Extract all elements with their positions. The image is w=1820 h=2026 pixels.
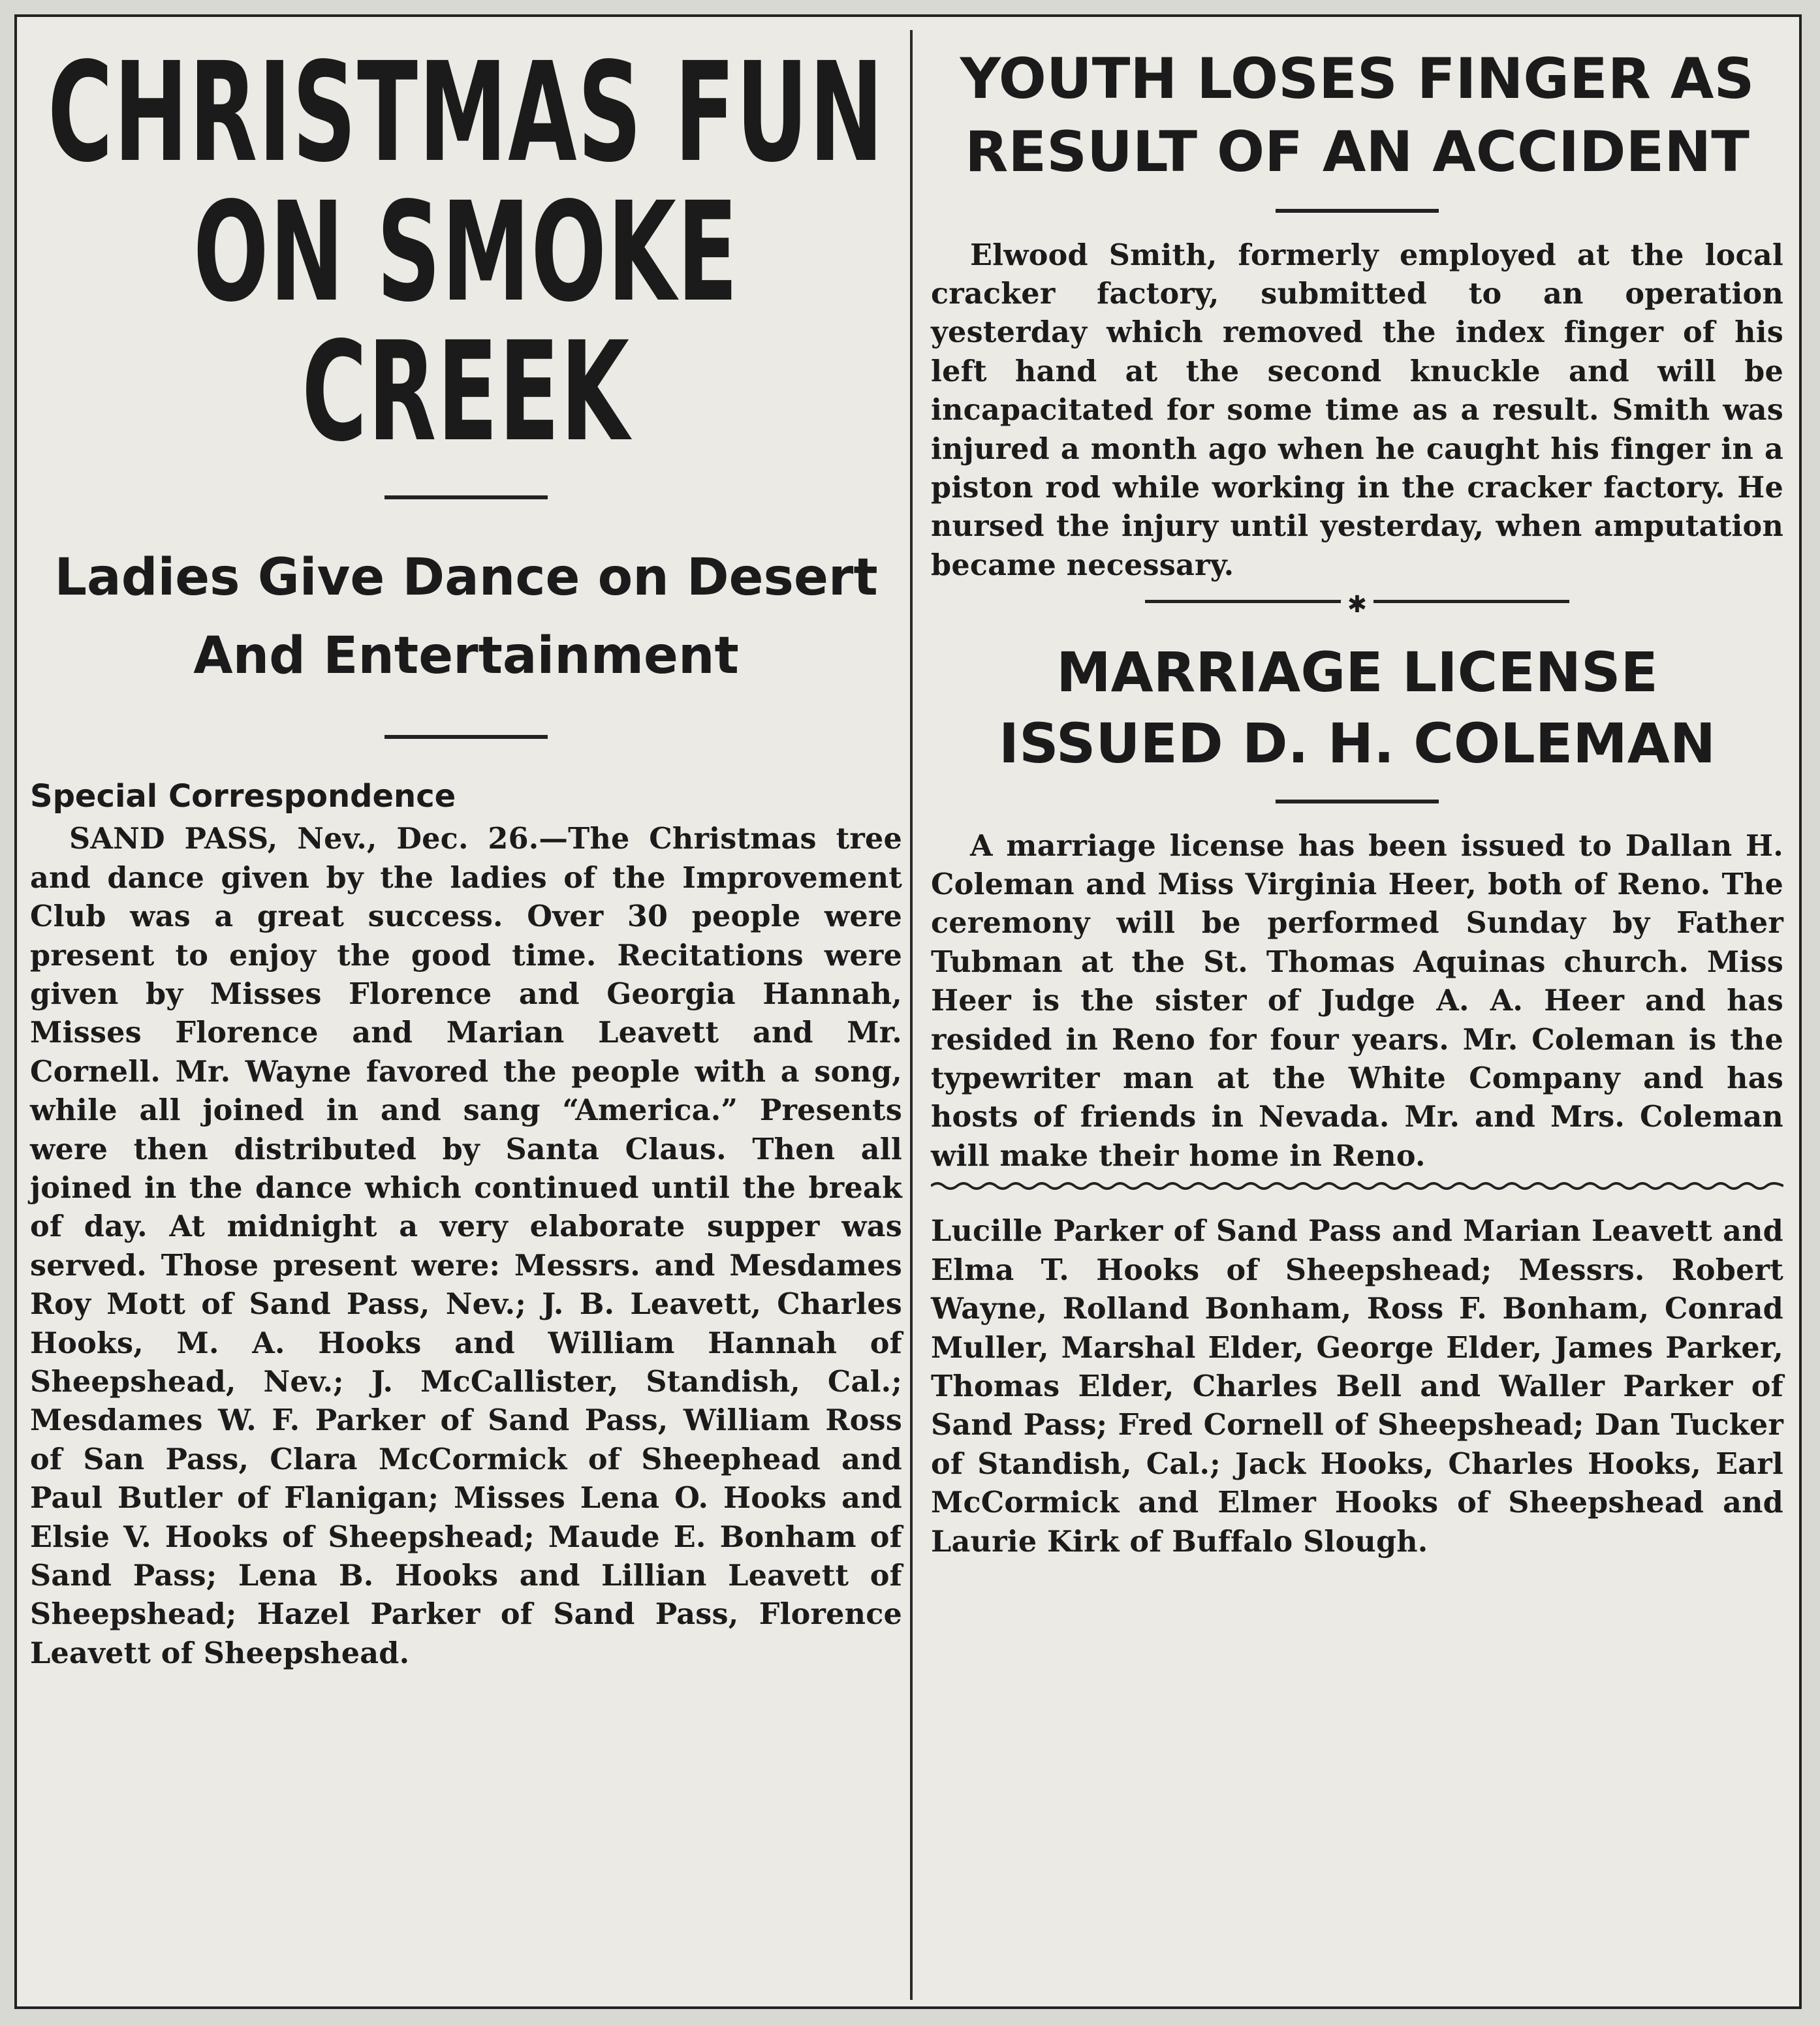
column-rule [910,30,913,2000]
headline-line-1: YOUTH LOSES FINGER AS [960,46,1755,112]
article-body: A marriage license has been issued to Dallan H. Coleman and Miss Virginia Heer, both of Reno. The ceremony will be performed Sunday by Father Tubman at the St. Thomas Aquinas church. Miss Heer is the sister of Judge A. A. Heer and has resided in Reno for four years. Mr. Coleman is the typewriter man at the White Company and has hosts of friends in Nevada. Mr. and Mrs. Coleman will make their home in Reno. [931,828,1783,1173]
divider-rule [384,735,548,739]
headline-line-2: RESULT OF AN ACCIDENT [965,119,1749,185]
subheadline [30,538,902,696]
subhead-line-1: Ladies Give Dance on Desert [54,548,878,607]
article-body: SAND PASS, Nev., Dec. 26.—The Christmas tree and dance given by the ladies of the Improvement Club was a great success. Over 30 people were present to enjoy the good time. Recitations were given by Misses Florence and Georgia Hannah, Misses Florence and Marian Leavett and Mr. Cornell. Mr. Wayne favored the people with a song, while all joined in and sang “America.” Presents were then distributed by Santa Claus. Then all joined in the dance which continued until the break of day. At midnight a very elaborate supper was served. Those present were: Messrs. and Mesdames Roy Mott of Sand Pass, Nev.; J. B. Leavett, Charles Hooks, M. A. Hooks and William Hannah of Sheepshead, Nev.; J. McCallister, Standish, Cal.; Mesdames W. F. Parker of Sand Pass, William Ross of San Pass, Clara McCormick of Sheephead and Paul Butler of Flanigan; Misses Lena O. Hooks and Elsie V. Hooks of Sheepshead; Maude E. Bonham of Sand Pass; Lena B. Hooks and Lillian Leavett of Sheepshead; Hazel Parker of Sand Pass, Florence Leavett of Sheepshead. [30,822,902,1670]
left-column [30,33,902,1987]
divider-rule [384,495,548,499]
continued-list: Lucille Parker of Sand Pass and Marian Leavett and Elma T. Hooks of Sheepshead; Messrs. Robert Wayne, Rolland Bonham, Ross F. Bonham, Conrad Muller, Marshal Elder, George Elder, James Parker, Thomas Elder, Charles Bell and Waller Parker of Sand Pass; Fred Cornell of Sheepshead; Dan Tucker of Standish, Cal.; Jack Hooks, Charles Hooks, Earl McCormick and Elmer Hooks of Sheepshead and Laurie Kirk of Buffalo Slough. [931,1214,1783,1559]
headline-line-2: ISSUED D. H. COLEMAN [998,711,1716,776]
ornament-divider [1145,591,1569,619]
headline-line-2: ON SMOKE CREEK [193,172,739,473]
right-column [931,43,1783,1987]
byline: Special Correspondence [30,778,456,815]
newspaper-clipping [14,14,1802,2009]
subhead-line-2: And Entertainment [193,627,739,686]
divider-rule [1276,209,1439,213]
headline-line-1: CHRISTMAS FUN [48,33,885,193]
divider-rule [1276,800,1439,803]
headline-christmas-fun [33,33,899,473]
article-body: Elwood Smith, formerly employed at the local cracker factory, submitted to an operation yesterday which removed the index finger of his left hand at the second knuckle and will be incapacitated for some time as a result. Smith was injured a month ago when he caught his finger in a piston rod while working in the cracker factory. He nursed the injury until yesterday, when amputation became necessary. [931,238,1783,582]
headline-marriage-license [931,637,1783,779]
wavy-divider [931,1181,1783,1191]
star-ornament-icon: ✱ [1347,591,1368,619]
headline-youth-loses-finger [931,43,1783,189]
headline-line-1: MARRIAGE LICENSE [1056,640,1658,705]
